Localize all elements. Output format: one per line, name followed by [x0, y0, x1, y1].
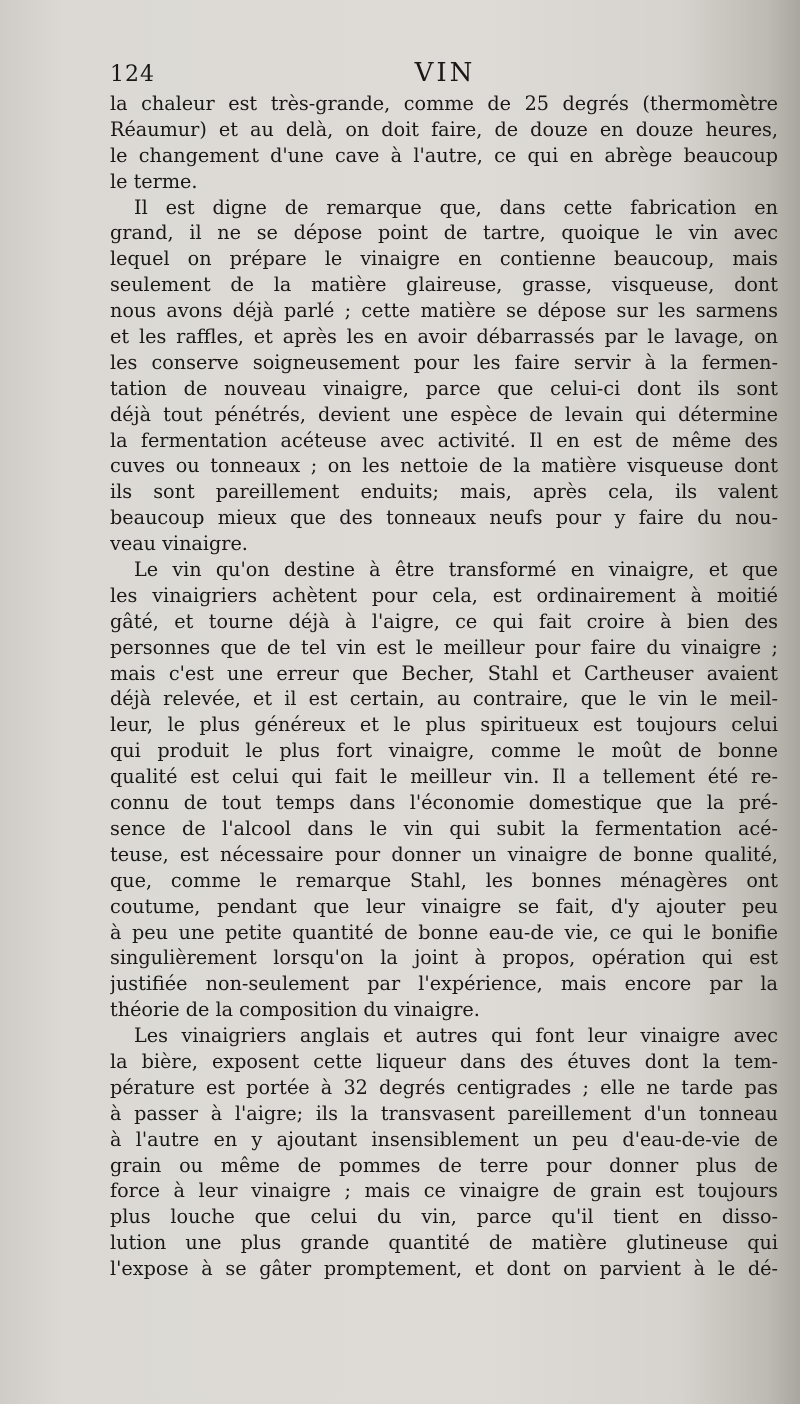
text-line: gâté, et tourne déjà à l'aigre, ce qui fait croire à bien des: [110, 609, 778, 633]
text-line: le changement d'une cave à l'autre, ce qui en abrège beaucoup: [110, 143, 778, 167]
text-line: sence de l'alcool dans le vin qui subit la fermentation acé-: [110, 816, 778, 840]
text-line: personnes que de tel vin est le meilleur pour faire du vinaigre ;: [110, 635, 778, 659]
text-line: justifiée non-seulement par l'expérience, mais encore par la: [110, 972, 778, 996]
text-line: la fermentation acéteuse avec activité. Il en est de même des: [110, 428, 778, 452]
body-text: [110, 91, 778, 1282]
text-line: veau vinaigre.: [110, 532, 248, 556]
text-line: mais c'est une erreur que Becher, Stahl et Cartheuser avaient: [110, 661, 778, 685]
text-line: ils sont pareillement enduits; mais, après cela, ils valent: [110, 480, 778, 504]
text-line: qui produit le plus fort vinaigre, comme le moût de bonne: [110, 739, 778, 763]
text-line: théorie de la composition du vinaigre.: [110, 998, 480, 1022]
text-line: teuse, est nécessaire pour donner un vinaigre de bonne qualité,: [110, 842, 778, 866]
text-line: grain ou même de pommes de terre pour donner plus de: [110, 1153, 778, 1177]
text-line: cuves ou tonneaux ; on les nettoie de la matière visqueuse dont: [110, 454, 778, 478]
text-line: lution une plus grande quantité de matière glutineuse qui: [110, 1231, 778, 1255]
text-line: connu de tout temps dans l'économie domestique que la pré-: [110, 791, 778, 815]
text-line: pérature est portée à 32 degrés centigrades ; elle ne tarde pas: [110, 1075, 778, 1099]
running-title: VIN: [414, 58, 476, 88]
text-line: lequel on prépare le vinaigre en contienne beaucoup, mais: [110, 247, 778, 271]
text-line: qualité est celui qui fait le meilleur vin. Il a tellement été re-: [110, 765, 778, 789]
running-head: [110, 58, 780, 92]
text-line: force à leur vinaigre ; mais ce vinaigre de grain est toujours: [110, 1179, 778, 1203]
text-line: plus louche que celui du vin, parce qu'il tient en disso-: [110, 1205, 778, 1229]
text-line: déjà tout pénétrés, devient une espèce de levain qui détermine: [110, 402, 778, 426]
text-line: Il est digne de remarque que, dans cette fabrication en: [134, 195, 778, 219]
text-line: seulement de la matière glaireuse, grasse, visqueuse, dont: [110, 273, 778, 297]
text-line: Réaumur) et au delà, on doit faire, de douze en douze heures,: [110, 117, 778, 141]
text-line: tation de nouveau vinaigre, parce que celui-ci dont ils sont: [110, 376, 778, 400]
text-line: à passer à l'aigre; ils la transvasent pareillement d'un tonneau: [110, 1101, 778, 1125]
text-line: et les raffles, et après les en avoir débarrassés par le lavage, on: [110, 325, 778, 349]
text-line: leur, le plus généreux et le plus spiritueux est toujours celui: [110, 713, 778, 737]
text-line: coutume, pendant que leur vinaigre se fait, d'y ajouter peu: [110, 894, 778, 918]
text-line: la chaleur est très-grande, comme de 25 degrés (thermomètre: [110, 92, 778, 115]
text-line: à l'autre en y ajoutant insensiblement un peu d'eau-de-vie de: [110, 1127, 778, 1151]
text-line: les conserve soigneusement pour les faire servir à la fermen-: [110, 350, 778, 374]
text-line: Les vinaigriers anglais et autres qui font leur vinaigre avec: [134, 1024, 778, 1048]
page-number: 124: [110, 62, 155, 87]
text-line: grand, il ne se dépose point de tartre, quoique le vin avec: [110, 221, 778, 245]
text-line: à peu une petite quantité de bonne eau-de vie, ce qui le bonifie: [110, 920, 778, 944]
text-line: Le vin qu'on destine à être transformé en vinaigre, et que: [134, 558, 778, 582]
text-line: la bière, exposent cette liqueur dans des étuves dont la tem-: [110, 1049, 778, 1073]
text-line: déjà relevée, et il est certain, au contraire, que le vin le meil-: [110, 687, 778, 711]
text-line: les vinaigriers achètent pour cela, est ordinairement à moitié: [110, 583, 778, 607]
text-line: que, comme le remarque Stahl, les bonnes ménagères ont: [110, 868, 778, 892]
text-line: l'expose à se gâter promptement, et dont on parvient à le dé-: [110, 1257, 778, 1281]
text-line: le terme.: [110, 169, 198, 193]
text-line: beaucoup mieux que des tonneaux neufs pour y faire du nou-: [110, 506, 778, 530]
text-line: nous avons déjà parlé ; cette matière se dépose sur les sarmens: [110, 299, 778, 323]
text-line: singulièrement lorsqu'on la joint à propos, opération qui est: [110, 946, 778, 970]
